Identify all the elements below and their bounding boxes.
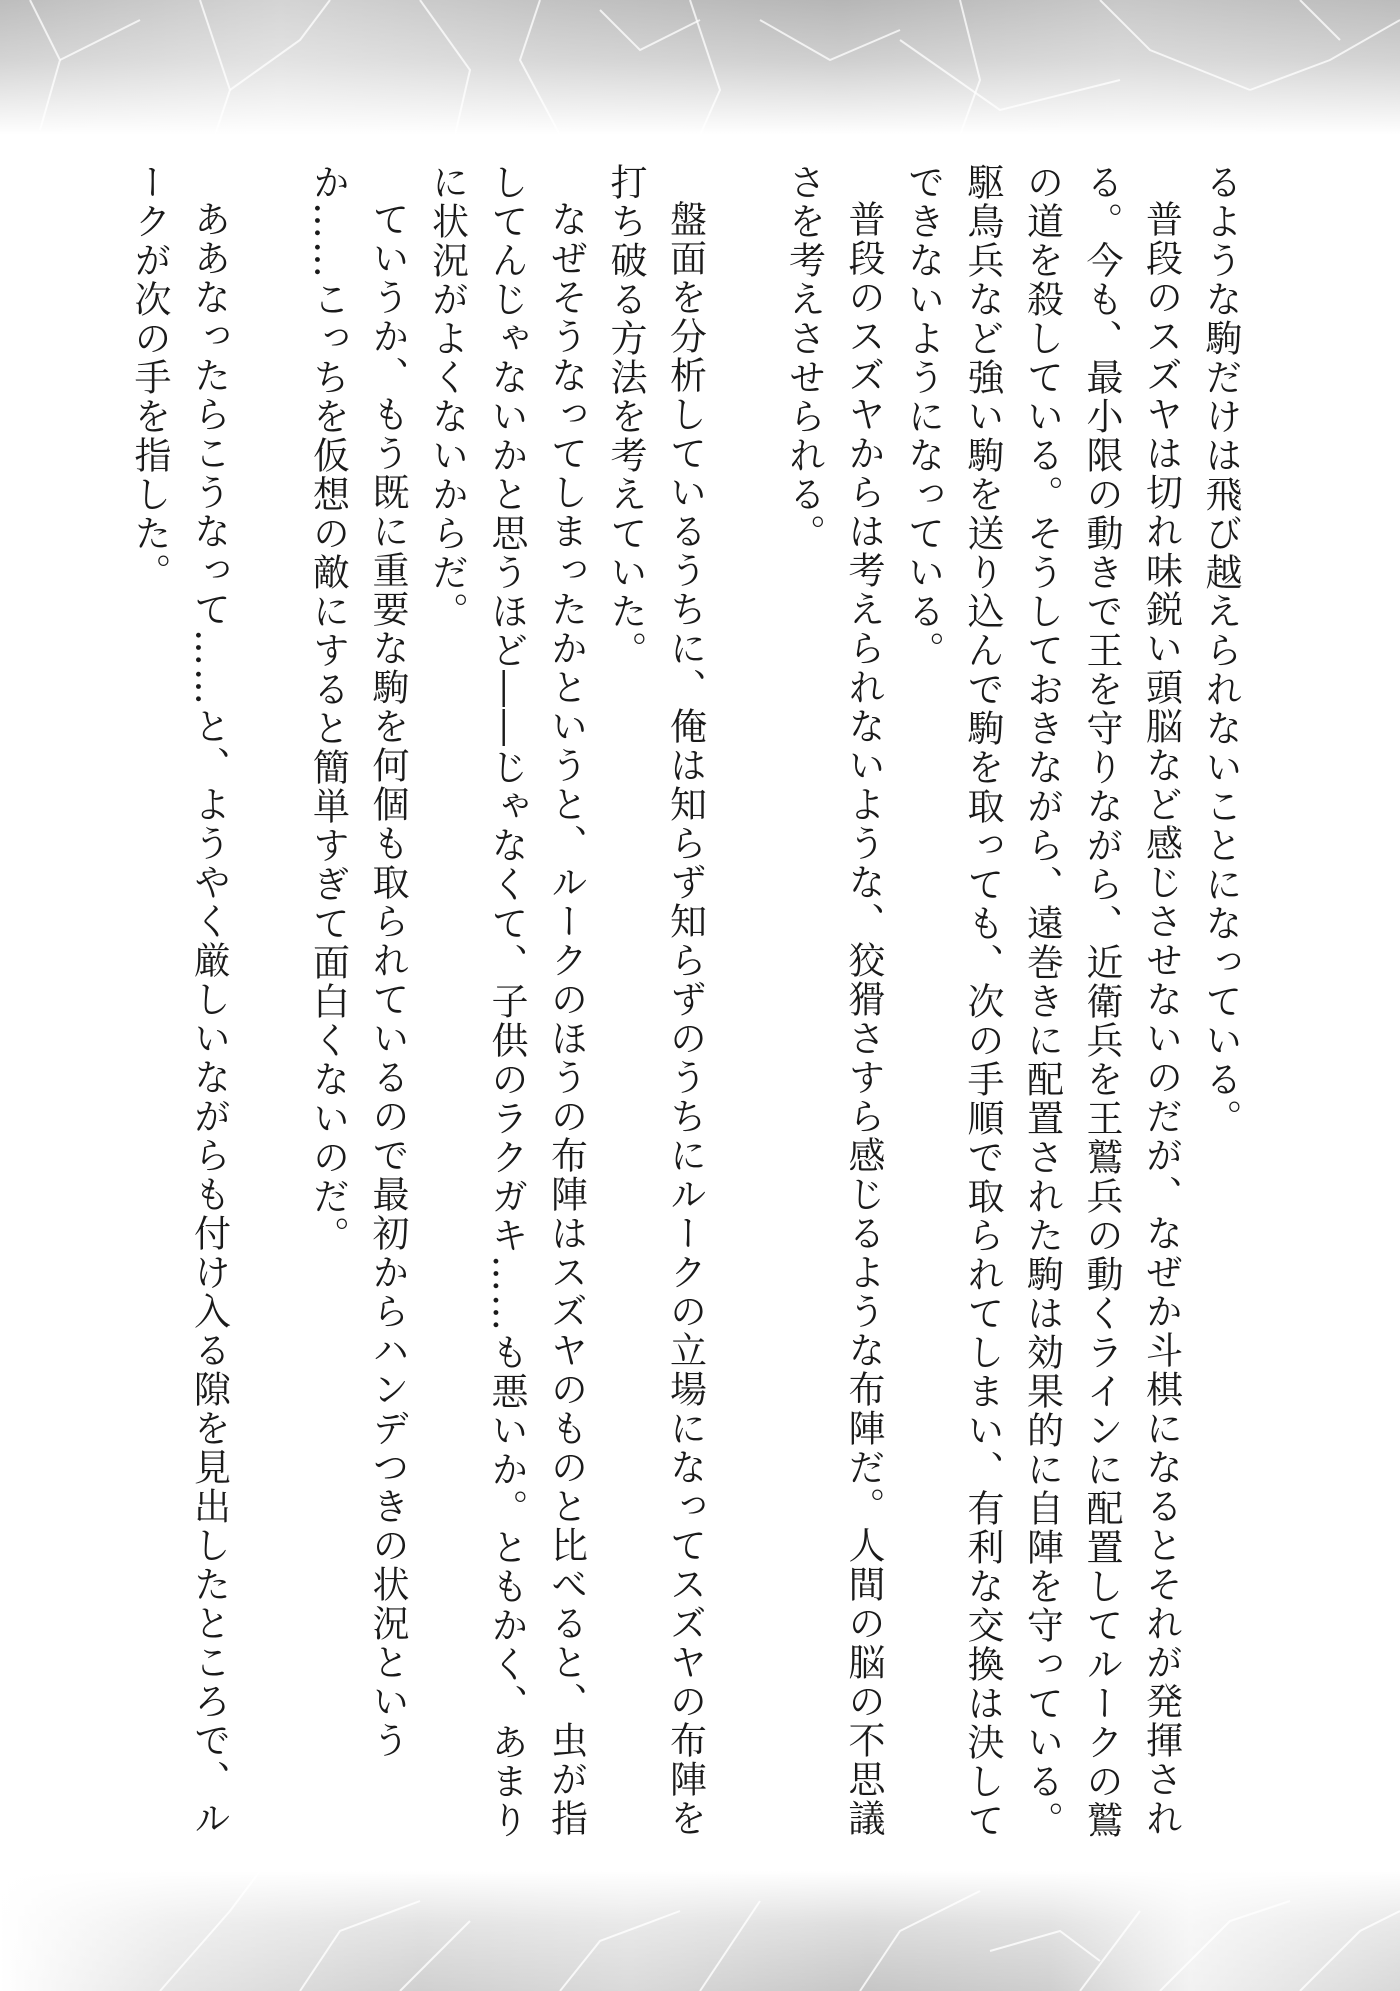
marble-texture-top xyxy=(0,0,1400,135)
marble-veins-bottom xyxy=(0,1871,1400,1991)
paragraph-4: 盤面を分析しているうちに、俺は知らず知らずのうちにルークの立場になってスズヤの布陣を打ち破る方法を考えていた。 xyxy=(604,163,707,1838)
paragraph-1-continued: るような駒だけは飛び越えられないことになっている。 xyxy=(1199,163,1242,1138)
vertical-text-page xyxy=(128,163,1250,1853)
paragraph-3: 普段のスズヤからは考えられないような、狡猾さすら感じるような布陣だ。人間の脳の不思議さを考えさせられる。 xyxy=(782,163,885,1838)
paragraph-6: ていうか、もう既に重要な駒を何個も取られているので最初からハンデつきの状況というか……こっちを仮想の敵にすると簡単すぎて面白くないのだ。 xyxy=(306,163,409,1760)
marble-veins-top xyxy=(0,0,1400,135)
scene-break-1 xyxy=(715,163,775,1853)
scene-break-2 xyxy=(239,163,299,1853)
paragraph-5: なぜそうなってしまったかというと、ルークのほうの布陣はスズヤのものと比べると、虫が指してんじゃないかと思うほど――じゃなくて、子供のラクガキ……も悪いか。ともかく、あまりに状況がよくないからだ。 xyxy=(425,163,588,1840)
marble-texture-bottom xyxy=(0,1871,1400,1991)
paragraph-2: 普段のスズヤは切れ味鋭い頭脳など感じさせないのだが、なぜか斗棋になるとそれが発揮される。今も、最小限の動きで王を守りながら、近衛兵を王鷲兵の動くラインに配置してルークの鷲の道を殺している。そうしておきながら、遠巻きに配置された駒は効果的に自陣を守っている。駆鳥兵など強い駒を送り込んで駒を取っても、次の手順で取られてしまい、有利な交換は決してできないようになっている。 xyxy=(901,163,1183,1840)
paragraph-7: ああなったらこうなって……と、ようやく厳しいながらも付け入る隙を見出したところで、ルークが次の手を指した。 xyxy=(128,163,231,1838)
